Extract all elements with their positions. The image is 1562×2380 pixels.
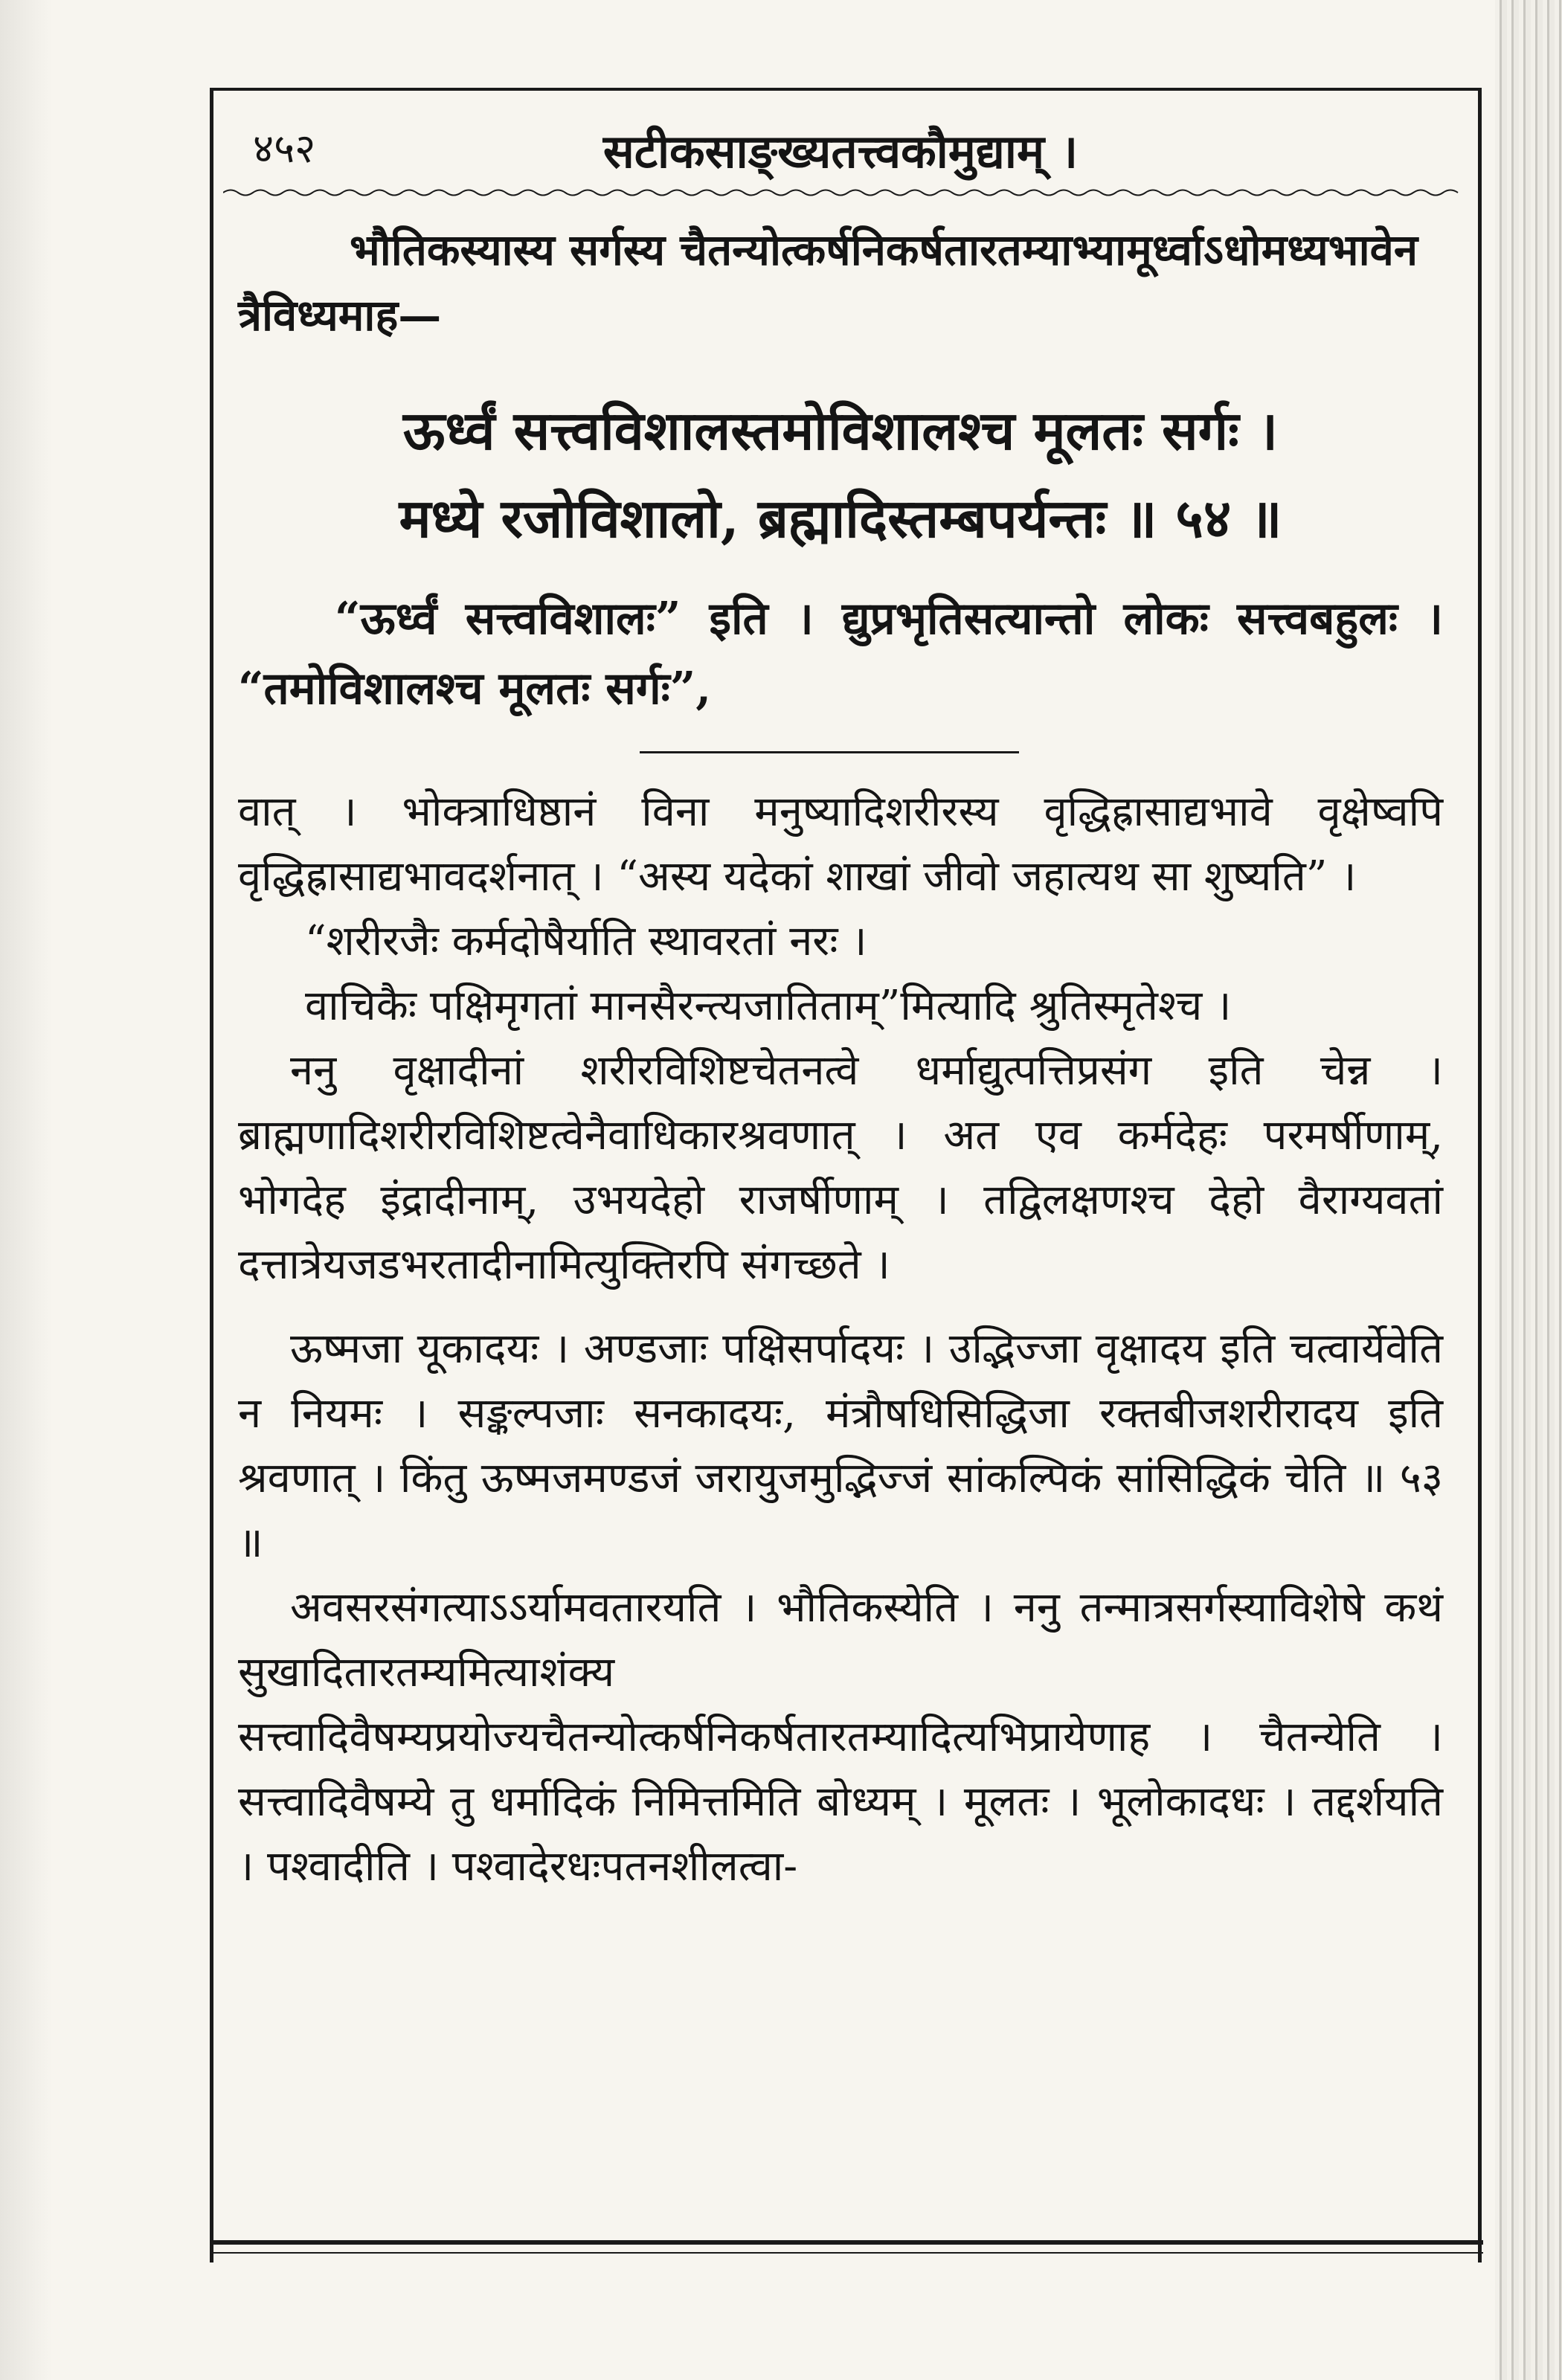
running-title: सटीकसाङ्ख्यतत्त्वकौमुद्याम् ।: [602, 124, 1079, 178]
note-paragraph: ननु वृक्षादीनां शरीरविशिष्टचेतनत्वे धर्माद्युत्पत्तिप्रसंग इति चेन्न । ब्राह्मणादिशरीरविशिष्टत्वेनैवाधिकारश्रवणात् । अत एव कर्मदेहः परमर्षीणाम्, भोगदेह इंद्रादीनाम्, उभयदेहो राजर्षीणाम् । तद्विलक्षणश्च देहो वैराग्यवतां दत्तात्रेयजडभरतादीनामित्युक्तिरपि संगच्छते ।: [238, 1046, 1443, 1289]
footnote-separator: [640, 751, 1019, 753]
commentary-text: “ऊर्ध्वं सत्त्वविशालः” इति । द्युप्रभृतिसत्यान्तो लोकः सत्त्वबहुलः । “तमोविशालश्च मूलतः सर्गः”,: [238, 593, 1443, 715]
scan-page-edges-right: [1495, 0, 1562, 2380]
bottom-rule: [210, 2240, 1483, 2254]
wavy-header-rule: [223, 187, 1465, 198]
note-paragraph: अवसरसंगत्याऽऽर्यामवतारयति । भौतिकस्येति । ननु तन्मात्रसर्गस्याविशेषे कथं सुखादितारतम्यमित्याशंक्य सत्त्वादिवैषम्यप्रयोज्यचैतन्योत्कर्षनिकर्षतारतम्यादित्यभिप्रायेणाह । चैतन्येति । सत्त्वादिवैषम्ये तु धर्मादिकं निमित्तमिति बोध्यम् । मूलतः । भूलोकादधः । तद्दर्शयति । पश्वादीति । पश्वादेरधःपतनशीलत्वा-: [238, 1583, 1443, 1891]
intro-text: भौतिकस्यास्य सर्गस्य चैतन्योत्कर्षनिकर्षतारतम्याभ्यामूर्ध्वाऽधोमध्यभावेन त्रैविध्यमाह—: [238, 225, 1418, 341]
quote-line: “शरीरजैः कर्मदोषैर्याति स्थावरतां नरः ।: [305, 917, 867, 965]
verse-line-1: ऊर्ध्वं सत्त्वविशालस्तमोविशालश्च मूलतः सर्गः ।: [402, 399, 1279, 462]
commentary-paragraph: [238, 584, 1443, 724]
intro-paragraph: [238, 217, 1443, 348]
footnote-body: [238, 779, 1443, 1899]
scan-shadow-left: [0, 0, 52, 2380]
note-paragraph: वात् । भोक्त्राधिष्ठानं विना मनुष्यादिशरीरस्य वृद्धिह्रासाद्यभावे वृक्षेष्वपि वृद्धिह्रासाद्यभावदर्शनात् । “अस्य यदेकां शाखां जीवो जहात्यथ सा शुष्यति” ।: [238, 788, 1443, 901]
page-header: [216, 119, 1465, 193]
karika-verse: [238, 387, 1443, 562]
verse-line-2: मध्ये रजोविशालो, ब्रह्मादिस्तम्बपर्यन्तः ॥ ५४ ॥: [399, 486, 1282, 550]
page-number: ४५२: [253, 125, 316, 172]
quote-line: वाचिकैः पक्षिमृगतां मानसैरन्त्यजातिताम्”मित्यादि श्रुतिस्मृतेश्च ।: [305, 982, 1232, 1030]
note-paragraph: ऊष्मजा यूकादयः । अण्डजाः पक्षिसर्पादयः । उद्भिज्जा वृक्षादय इति चत्वार्येवेति न नियमः । सङ्कल्पजाः सनकादयः, मंत्रौषधिसिद्धिजा रक्तबीजशरीरादय इति श्रवणात् । किंतु ऊष्मजमण्डजं जरायुजमुद्भिज्जं सांकल्पिकं सांसिद्धिकं चेति ॥ ५३ ॥: [238, 1325, 1443, 1567]
